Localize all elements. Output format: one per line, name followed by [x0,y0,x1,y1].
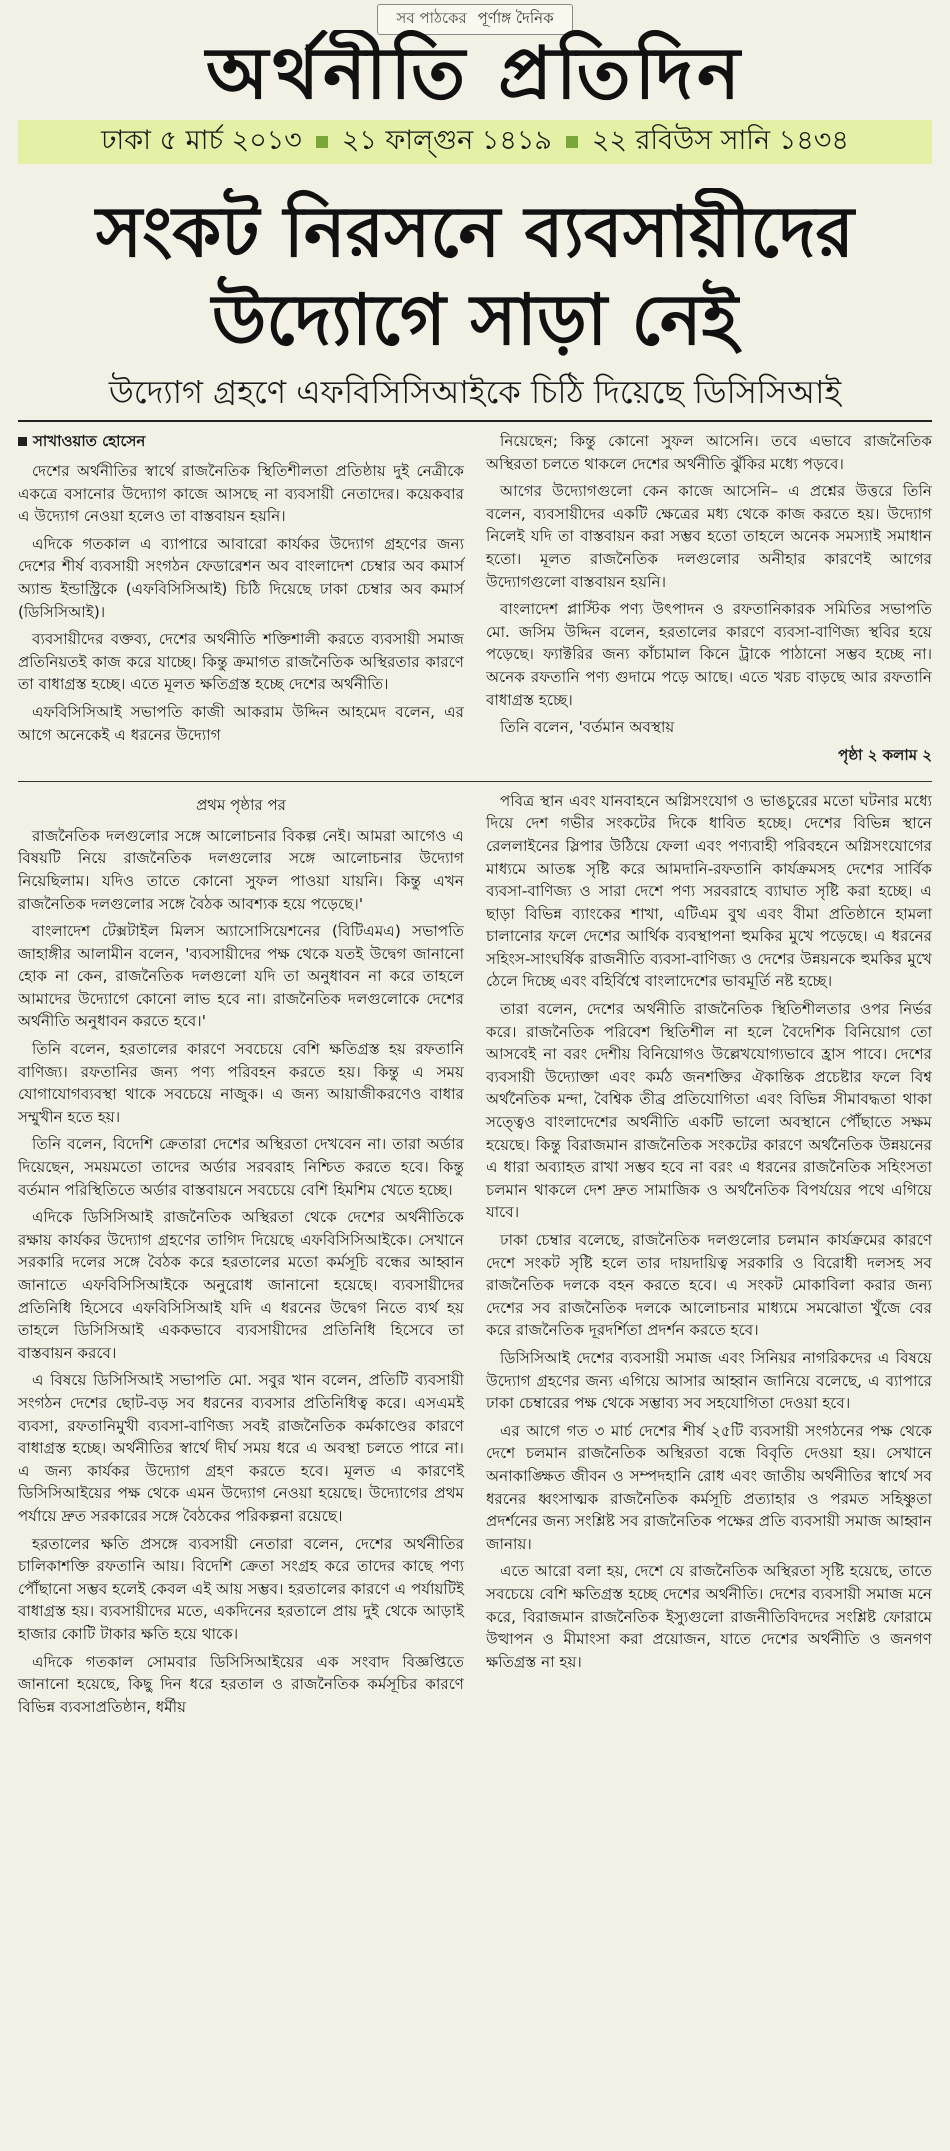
continued-on-page-label: পৃষ্ঠা ২ কলাম ২ [838,745,932,764]
paragraph: বাংলাদেশ প্লাস্টিক পণ্য উৎপাদন ও রফতানিকারক সমিতির সভাপতি মো. জসিম উদ্দিন বলেন, হরতালের কারণে ব্যবসা-বাণিজ্য স্থবির হয়ে পড়েছে। ফ্যাক্টরির জন্য কাঁচামাল কিনে ট্রাকে পাঠানো সম্ভব হচ্ছে না। অনেক রফতানি পণ্য গুদামে পড়ে আছে। এতে খরচ বাড়ছে আর রফতানি বাধাগ্রস্ত হচ্ছে। [486,600,932,709]
left-column-top [18,430,464,775]
newspaper-name: অর্থনীতি প্রতিদিন [205,30,744,115]
section-divider [18,781,932,782]
masthead-tagline [18,0,932,30]
article-bottom-columns [18,790,932,1724]
paragraph: এফবিসিসিআই সভাপতি কাজী আকরাম উদ্দিন আহমেদ বলেন, এর আগে অনেকেই এ ধরনের উদ্যোগ [18,702,464,744]
paragraph: ডিসিসিআই দেশের ব্যবসায়ী সমাজ এবং সিনিয়র নাগরিকদের এ বিষয়ে উদ্যোগ গ্রহণের জন্য এগিয়ে আসার আহ্বান জানিয়ে বলেছে, এ ব্যাপারে ঢাকা চেম্বারের পক্ষ থেকে সম্ভাব্য সব সহযোগিতা দেওয়া হবে। [486,1348,932,1413]
hijri-date: ২২ রবিউস সানি ১৪৩৪ [591,124,849,156]
dateline-bar [18,120,932,164]
headline-line-2: উদ্যোগে সাড়া নেই [211,279,739,361]
paragraph: ঢাকা চেম্বার বলেছে, রাজনৈতিক দলগুলোর চলমান কার্যক্রমের কারণে দেশে সংকট সৃষ্টি হলে তার দায়দায়িত্ব সরকারি ও বিরোধী দলসহ সব রাজনৈতিক দলকে বহন করতে হবে। এ সংকট মোকাবিলা করার জন্য দেশের সব রাজনৈতিক দলকে আলোচনার মাধ্যমে সমঝোতা খুঁজে বের করে রাজনৈতিক দূরদর্শিতা প্রদর্শন করতে হবে। [486,1231,932,1340]
square-bullet-icon [316,136,328,148]
square-bullet-icon [18,437,27,446]
continued-from-label: প্রথম পৃষ্ঠার পর [196,795,286,814]
square-bullet-icon [566,136,578,148]
paragraph: দেশের অর্থনীতির স্বার্থে রাজনৈতিক স্থিতিশীলতা প্রতিষ্ঠায় দুই নেত্রীকে একত্রে বসানোর উদ্যোগ কাজে আসছে না ব্যবসায়ী নেতাদের। কয়েকবার এ উদ্যোগ নেওয়া হলেও তা বাস্তবায়ন হয়নি। [18,462,464,526]
tagline-part-2: পূর্ণাঙ্গ দৈনিক [477,9,554,27]
headline-divider [18,420,932,422]
paragraph: হরতালের ক্ষতি প্রসঙ্গে ব্যবসায়ী নেতারা বলেন, দেশের অর্থনীতির চালিকাশক্তি রফতানি আয়। বিদেশি ক্রেতা সংগ্রহ করে তাদের কাছে পণ্য পৌঁছানো সম্ভব হলেই কেবল এই আয় সম্ভব। হরতালের কারণে এ পর্যায়টিই বাধাগ্রস্ত হয়। ব্যবসায়ীদের মতে, একদিনের হরতালে প্রায় দুই থেকে আড়াই হাজার কোটি টাকার ক্ষতি হয়ে থাকে। [18,1534,464,1643]
left-column-bottom [18,790,464,1724]
paragraph: রাজনৈতিক দলগুলোর সঙ্গে আলোচনার বিকল্প নেই। আমরা আগেও এ বিষয়টি নিয়ে রাজনৈতিক দলগুলোর সঙ্গে আলোচনার উদ্যোগ নিয়েছিলাম। যদিও তাতে কোনো সুফল পাওয়া যায়নি। কিন্তু এখন রাজনৈতিক দলগুলোর সঙ্গে বৈঠক আবশ্যক হয়ে পড়েছে।' [18,826,464,913]
paragraph: নিয়েছেন; কিন্তু কোনো সুফল আসেনি। তবে এভাবে রাজনৈতিক অস্থিরতা চলতে থাকলে দেশের অর্থনীতি ঝুঁকির মধ্যে পড়বে। [486,432,932,473]
headline-line-1: সংকট নিরসনে ব্যবসায়ীদের [95,191,855,273]
article-headline [18,188,932,364]
paragraph: আগের উদ্যোগগুলো কেন কাজে আসেনি– এ প্রশ্নের উত্তরে তিনি বলেন, ব্যবসায়ীদের একটি ক্ষেত্রের মধ্য থেকে কাজ করতে হয়। উদ্যোগ নিলেই যদি তা বাস্তবায়ন করা সম্ভব হতো তাহলে অনেক সমস্যাই সমাধান হতো। মূলত রাজনৈতিক দলগুলোর অনীহার কারণেই আগের উদ্যোগগুলো বাস্তবায়ন হয়নি। [486,482,932,591]
bengali-date: ২১ ফাল্গুন ১৪১৯ [341,124,552,156]
paragraph: বাংলাদেশ টেক্সটাইল মিলস অ্যাসোসিয়েশনের (বিটিএমএ) সভাপতি জাহাঙ্গীর আলামীন বলেন, 'ব্যবসায়ীদের পক্ষ থেকে যতই উদ্বেগ জানানো হোক না কেন, রাজনৈতিক দলগুলো যদি তা অনুধাবন না করে তাহলে আমাদের উদ্যোগে কোনো লাভ হবে না। রাজনৈতিক দলগুলোকে দেশের অর্থনীতি অনুধাবন করতে হবে।' [18,922,464,1031]
paragraph: এর আগে গত ৩ মার্চ দেশের শীর্ষ ২৫টি ব্যবসায়ী সংগঠনের পক্ষ থেকে দেশে চলমান রাজনৈতিক অস্থিরতা বন্ধে বিবৃতি দেওয়া হয়। সেখানে অনাকাঙ্ক্ষিত জীবন ও সম্পদহানি রোধ এবং জাতীয় অর্থনীতির স্বার্থে সব ধরনের ধ্বংসাত্মক রাজনৈতিক কর্মসূচি প্রত্যাহার ও পরমত সহিষ্ণুতা প্রদর্শনের জন্য সংশ্লিষ্ট সব রাজনৈতিক পক্ষের প্রতি ব্যবসায়ী সমাজ আহ্বান জানায়। [486,1421,932,1553]
paragraph: তিনি বলেন, 'বর্তমান অবস্থায় [500,718,675,737]
paragraph: এদিকে গতকাল এ ব্যাপারে আবারো কার্যকর উদ্যোগ গ্রহণের জন্য দেশের শীর্ষ ব্যবসায়ী সংগঠন ফেডারেশন অব বাংলাদেশ চেম্বার অব কমার্স অ্যান্ড ইন্ডাস্ট্রিকে (এফবিসিসিআই) চিঠি দিয়েছে ঢাকা চেম্বার অব কমার্স (ডিসিসিআই)। [18,534,464,621]
paragraph: এতে আরো বলা হয়, দেশে যে রাজনৈতিক অস্থিরতা সৃষ্টি হয়েছে, তাতে সবচেয়ে বেশি ক্ষতিগ্রস্ত হচ্ছে দেশের অর্থনীতি। দেশের ব্যবসায়ী সমাজ মনে করে, বিরাজমান রাজনৈতিক ইস্যুগুলো রাজনীতিবিদদের সংশ্লিষ্ট ফোরামে উত্থাপন ও মীমাংসা করা প্রয়োজন, যাতে দেশের অর্থনীতি ও জনগণ ক্ষতিগ্রস্ত না হয়। [486,1562,932,1671]
byline [18,430,464,455]
gregorian-date: ঢাকা ৫ মার্চ ২০১৩ [101,124,302,156]
paragraph: ব্যবসায়ীদের বক্তব্য, দেশের অর্থনীতি শক্তিশালী করতে ব্যবসায়ী সমাজ প্রতিনিয়তই কাজ করে যাচ্ছে। কিন্তু ক্রমাগত রাজনৈতিক অস্থিরতার কারণে তা বাধাগ্রস্ত হচ্ছে। এতে মূলত ক্ষতিগ্রস্ত হচ্ছে দেশের অর্থনীতি। [18,630,464,694]
paragraph: এদিকে গতকাল সোমবার ডিসিসিআইয়ের এক সংবাদ বিজ্ঞপ্তিতে জানানো হয়েছে, কিছু দিন ধরে হরতাল ও রাজনৈতিক কর্মসূচির কারণে বিভিন্ন ব্যবসাপ্রতিষ্ঠান, ধর্মীয় [18,1652,464,1716]
paragraph: তিনি বলেন, বিদেশি ক্রেতারা দেশের অস্থিরতা দেখবেন না। তারা অর্ডার দিয়েছেন, সময়মতো তাদের অর্ডার সরবরাহ নিশ্চিত করতে হবে। কিন্তু বর্তমান পরিস্থিতিতে অর্ডার বাস্তবায়নে সবচেয়ে বেশি হিমশিম খেতে হচ্ছে। [18,1135,464,1199]
right-column-bottom [486,790,932,1724]
paragraph: এ বিষয়ে ডিসিসিআই সভাপতি মো. সবুর খান বলেন, প্রতিটি ব্যবসায়ী সংগঠন দেশের ছোট-বড় সব ধরনের ব্যবসার প্রতিনিধিত্ব করে। এসএমই ব্যবসা, রফতানিমুখী ব্যবসা-বাণিজ্য সবই রাজনৈতিক কর্মকাণ্ডের কারণে বাধাগ্রস্ত হচ্ছে। অর্থনীতির স্বার্থে দীর্ঘ সময় ধরে এ অবস্থা চলতে পারে না। এ জন্য কার্যকর উদ্যোগ গ্রহণ করতে হবে। মূলত এ কারণেই ডিসিসিআইয়ের পক্ষ থেকে এমন উদ্যোগ নেওয়া হয়েছে। উদ্যোগের প্রথম পর্যায়ে দ্রুত সরকারের সঙ্গে বৈঠকের পরিকল্পনা রয়েছে। [18,1371,464,1525]
byline-author: সাখাওয়াত হোসেন [33,432,146,450]
right-column-top [486,430,932,775]
article-subheadline: উদ্যোগ গ্রহণে এফবিসিসিআইকে চিঠি দিয়েছে ডিসিসিআই [108,373,842,411]
paragraph: তারা বলেন, দেশের অর্থনীতি রাজনৈতিক স্থিতিশীলতার ওপর নির্ভর করে। রাজনৈতিক পরিবেশ স্থিতিশীল না হলে বৈদেশিক বিনিয়োগ তো আসবেই না বরং দেশীয় বিনিয়োগও উল্লেখযোগ্যভাবে হ্রাস পাবে। দেশের ব্যবসায়ী উদ্যোক্তা এবং কর্মঠ জনশক্তির ঐকান্তিক প্রচেষ্টার ফলে বিশ্ব অর্থনৈতিক মন্দা, বৈশ্বিক তীব্র প্রতিযোগিতা এবং বিভিন্ন সীমাবদ্ধতা থাকা সত্ত্বেও বাংলাদেশের অর্থনীতি একটি ভালো অবস্থানে পৌঁছাতে সক্ষম হয়েছে। কিন্তু বিরাজমান রাজনৈতিক সংকটের কারণে অর্থনৈতিক উন্নয়নের এ ধারা অব্যাহত রাখা সম্ভব হবে না বরং এ ধরনের রাজনৈতিক সহিংসতা চলমান থাকলে দেশ দ্রুত সামাজিক ও অর্থনৈতিক বিপর্যয়ের পথে এগিয়ে যাবে। [486,1000,932,1222]
paragraph: তিনি বলেন, হরতালের কারণে সবচেয়ে বেশি ক্ষতিগ্রস্ত হয় রফতানি বাণিজ্য। রফতানির জন্য পণ্য পরিবহন করতে হয়। কিন্তু এ সময় যোগাযোগব্যবস্থা থাকে সবচেয়ে নাজুক। এ জন্য আয়াজীকরণেও বাধার সম্মুখীন হতে হয়। [18,1040,464,1126]
paragraph: পবিত্র স্থান এবং যানবাহনে অগ্নিসংযোগ ও ভাঙচুরের মতো ঘটনার মধ্যে দিয়ে দেশ গভীর সংকটের দিকে ধাবিত হচ্ছে। দেশের বিভিন্ন স্থানে রেললাইনের স্লিপার উঠিয়ে ফেলা এবং পণ্যবাহী পরিবহনে অগ্নিসংযোগের মাধ্যমে আতঙ্ক সৃষ্টি করে আমদানি-রফতানি কার্যক্রমসহ দেশের সার্বিক ব্যবসা-বাণিজ্য ও সারা দেশে পণ্য সরবরাহে ব্যাঘাত সৃষ্টি করা হচ্ছে। এ ছাড়া বিভিন্ন ব্যাংকের শাখা, এটিএম বুথ এবং বীমা প্রতিষ্ঠানে হামলা চালানোর ফলে দেশের আর্থিক ব্যবস্থাপনা হুমকির মুখে পড়েছে। এ ধরনের সহিংস-সাংঘর্ষিক রাজনীতি ব্যবসা-বাণিজ্য ও দেশের উন্নয়নকে হুমকির মুখে ঠেলে দিচ্ছে এবং বহির্বিশ্বে বাংলাদেশের ভাবমূর্তি নষ্ট হচ্ছে। [486,791,932,991]
paragraph: এদিকে ডিসিসিআই রাজনৈতিক অস্থিরতা থেকে দেশের অর্থনীতিকে রক্ষায় কার্যকর উদ্যোগ গ্রহণের তাগিদ দিয়েছে এফবিসিসিআইকে। সেখানে সরকারি দলের সঙ্গে বৈঠক করে হরতালের মতো কর্মসূচি বন্ধের আহ্বান জানাতে এফবিসিসিআইকে অনুরোধ জানানো হয়েছে। ব্যবসায়ীদের প্রতিনিধি হিসেবে এফবিসিসিআই যদি এ ধরনের উদ্বেগ নিতে ব্যর্থ হয় তাহলে ডিসিসিআই এককভাবে ব্যবসায়ীদের প্রতিনিধি হিসেবে তা বাস্তবায়ন করবে। [18,1208,464,1362]
tagline-part-1: সব পাঠকের [396,9,467,27]
article-top-columns [18,430,932,775]
